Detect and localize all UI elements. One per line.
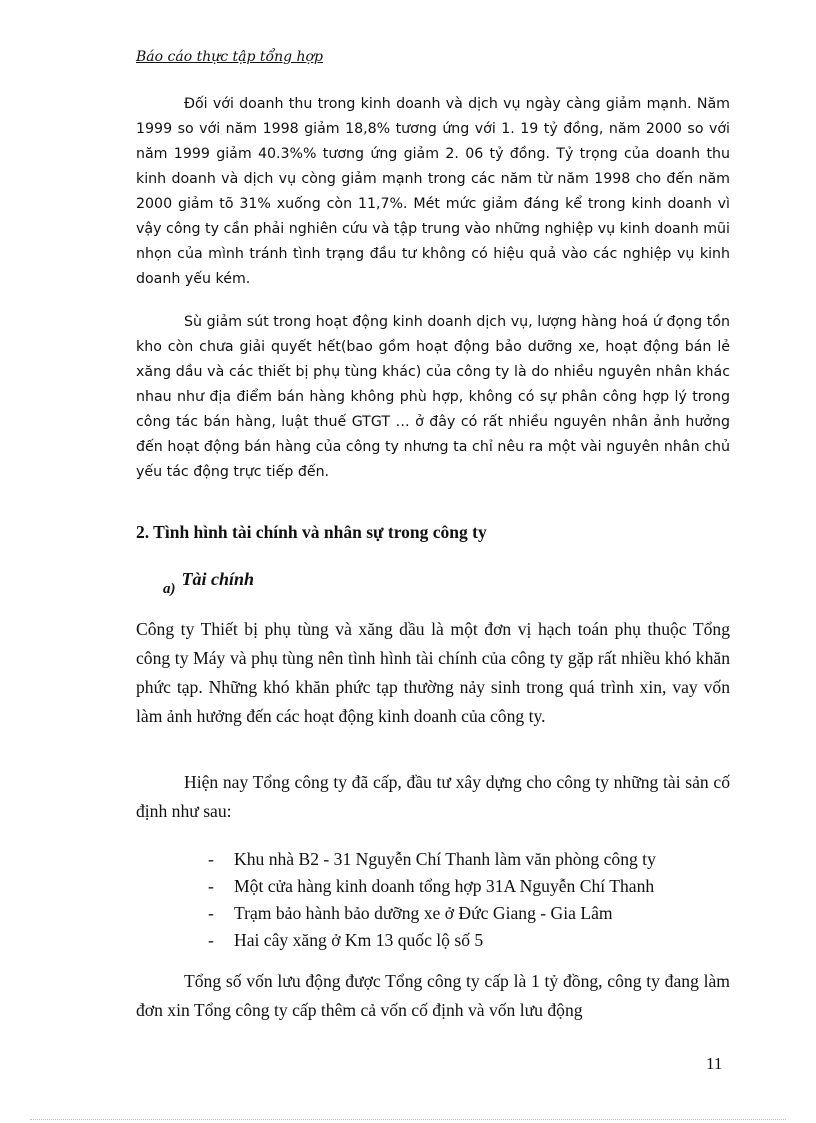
paragraph-finance-overview: Công ty Thiết bị phụ tùng và xăng dầu là một đơn vị hạch toán phụ thuộc Tổng công ty Máy và phụ tùng nên tình hình tài chính của công ty gặp rất nhiều khó khăn phức tạp. Những khó khăn phức tạp thường nảy sinh trong quá trình xin, vay vốn làm ảnh hưởng đến các hoạt động kinh doanh của công ty. — [136, 619, 730, 726]
list-item — [208, 846, 656, 873]
section-heading: 2. Tình hình tài chính và nhân sự trong công ty — [136, 522, 487, 542]
subsection-marker: a) — [163, 581, 176, 597]
page-bottom-divider — [30, 1119, 786, 1120]
subsection-title: Tài chính — [181, 569, 255, 589]
fixed-assets-list — [208, 846, 656, 954]
list-item-text: Một cửa hàng kinh doanh tổng hợp 31A Nguyễn Chí Thanh — [234, 876, 655, 896]
list-item — [208, 927, 656, 954]
list-item-text: Khu nhà B2 - 31 Nguyễn Chí Thanh làm văn phòng công ty — [234, 849, 656, 869]
paragraph-business-decline: Sù giảm sút trong hoạt động kinh doanh dịch vụ, lượng hàng hoá ứ đọng tồn kho còn chưa giải quyết hết(bao gồm hoạt động bảo dưỡng xe, hoạt động bán lẻ xăng dầu và các thiết bị phụ tùng khác) của công ty là do nhiều nguyên nhân khác nhau như địa điểm bán hàng không phù hợp, không có sự phân công hợp lý trong công tác bán hàng, luật thuế GTGT … ở đây có rất nhiều nguyên nhân ảnh hưởng đến hoạt động bán hàng của công ty nhưng ta chỉ nêu ra một vài nguyên nhân chủ yếu tác động trực tiếp đến. — [136, 314, 730, 480]
bullet-dash: - — [208, 876, 214, 896]
page-number: 11 — [706, 1054, 723, 1073]
list-item-text: Trạm bảo hành bảo dưỡng xe ở Đức Giang - Gia Lâm — [234, 903, 613, 923]
list-item — [208, 873, 656, 900]
paragraph-working-capital: Tổng số vốn lưu động được Tổng công ty cấp là 1 tỷ đồng, công ty đang làm đơn xin Tổng công ty cấp thêm cả vốn cố định và vốn lưu động — [136, 971, 730, 1020]
list-item-text: Hai cây xăng ở Km 13 quốc lộ số 5 — [234, 930, 484, 950]
running-header: Báo cáo thực tập tổng hợp — [136, 49, 323, 65]
bullet-dash: - — [208, 903, 214, 923]
list-item — [208, 900, 656, 927]
bullet-dash: - — [208, 849, 214, 869]
bullet-dash: - — [208, 930, 214, 950]
paragraph-fixed-assets-intro: Hiện nay Tổng công ty đã cấp, đầu tư xây dựng cho công ty những tài sản cố định như sau: — [136, 772, 730, 821]
paragraph-revenue-decline: Đối với doanh thu trong kinh doanh và dịch vụ ngày càng giảm mạnh. Năm 1999 so với năm 1998 giảm 18,8% tương ứng với 1. 19 tỷ đồng, năm 2000 so với năm 1999 giảm 40.3%% tương ứng giảm 2. 06 tỷ đồng. Tỷ trọng của doanh thu kinh doanh và dịch vụ còng giảm mạnh trong các năm từ năm 1998 cho đến năm 2000 giảm tõ 31% xuống còn 11,7%. Mét mức giảm đáng kể trong kinh doanh vì vậy công ty cần phải nghiên cứu và tập trung vào những nghiệp vụ kinh doanh mũi nhọn của mình tránh tình trạng đầu tư không có hiệu quả vào các nghiệp vụ kinh doanh yếu kém. — [136, 96, 730, 287]
subsection-heading — [163, 569, 255, 597]
